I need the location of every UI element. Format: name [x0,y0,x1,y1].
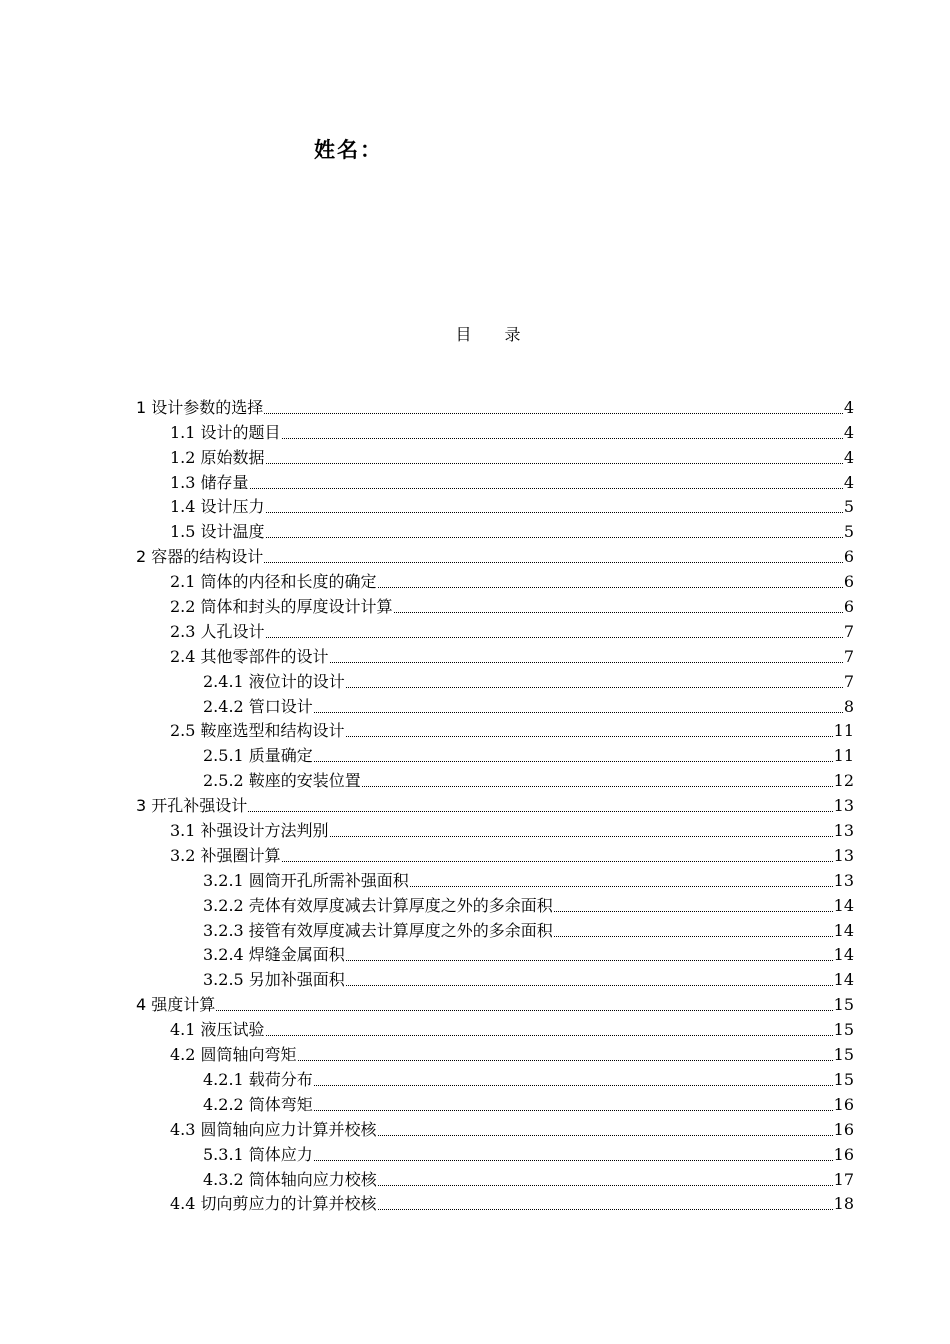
toc-dot-leader [362,785,833,787]
toc-entry[interactable] [136,692,854,717]
toc-entry-page: 13 [833,796,854,816]
toc-entry-label: 2.5.2 鞍座的安装位置 [203,771,361,791]
toc-dot-leader [266,536,843,538]
toc-entry-label: 1.5 设计温度 [170,522,265,542]
toc-dot-leader [554,935,833,937]
toc-entry[interactable] [136,642,854,667]
toc-entry-label: 1.2 原始数据 [170,447,265,467]
toc-entry-label: 2.4 其他零部件的设计 [170,646,329,666]
toc-dot-leader [330,661,843,663]
toc-entry[interactable] [136,1190,854,1215]
toc-entry-page: 15 [833,995,854,1015]
toc-entry-page: 16 [833,1144,854,1164]
toc-dot-leader [266,636,843,638]
toc-entry[interactable] [136,965,854,990]
toc-entry-page: 13 [833,870,854,890]
toc-entry-page: 16 [833,1094,854,1114]
toc-entry[interactable] [136,916,854,941]
name-label: 姓名： [314,138,383,162]
toc-entry-page: 16 [833,1119,854,1139]
toc-entry[interactable] [136,816,854,841]
toc-dot-leader [298,1059,833,1061]
toc-entry-page: 14 [833,920,854,940]
toc-dot-leader [346,959,833,961]
toc-entry-label: 4.4 切向剪应力的计算并校核 [170,1194,377,1214]
toc-entry-page: 14 [833,895,854,915]
toc-dot-leader [314,1084,833,1086]
toc-dot-leader [378,1208,833,1210]
toc-entry-page: 17 [833,1169,854,1189]
toc-title: 目 录 [455,325,535,344]
toc-entry[interactable] [136,517,854,542]
toc-entry-page: 8 [843,696,854,716]
toc-dot-leader [264,561,843,563]
toc-entry[interactable] [136,592,854,617]
toc-entry[interactable] [136,1140,854,1165]
toc-entry-label: 2.4.1 液位计的设计 [203,671,345,691]
toc-entry-page: 11 [833,746,854,766]
toc-entry-label: 2.2 筒体和封头的厚度设计计算 [170,597,393,617]
toc-entry-label: 3.2.2 壳体有效厚度减去计算厚度之外的多余面积 [203,895,553,915]
toc-entry-label: 2.5.1 质量确定 [203,746,313,766]
toc-entry-label: 2.1 筒体的内径和长度的确定 [170,572,377,592]
toc-entry-label: 4.2 圆筒轴向弯矩 [170,1045,297,1065]
toc-entry-page: 6 [843,547,854,567]
toc-dot-leader [266,511,843,513]
toc-entry[interactable] [136,418,854,443]
toc-entry-page: 5 [843,522,854,542]
toc-entry-label: 1 设计参数的选择 [136,397,264,417]
toc-entry[interactable] [136,567,854,592]
toc-entry-page: 4 [843,447,854,467]
toc-dot-leader [282,860,833,862]
toc-entry-label: 4.3 圆筒轴向应力计算并校核 [170,1119,377,1139]
toc-entry[interactable] [136,1115,854,1140]
toc-entry[interactable] [136,717,854,742]
toc-dot-leader [378,1134,833,1136]
toc-dot-leader [554,910,833,912]
toc-dot-leader [394,611,843,613]
toc-entry[interactable] [136,393,854,418]
toc-entry-label: 3.2.3 接管有效厚度减去计算厚度之外的多余面积 [203,920,553,940]
toc-entry-label: 1.3 储存量 [170,472,249,492]
toc-dot-leader [346,686,843,688]
toc-entry[interactable] [136,493,854,518]
toc-entry[interactable] [136,866,854,891]
toc-entry-label: 4.2.2 筒体弯矩 [203,1094,313,1114]
toc-entry-page: 11 [833,721,854,741]
toc-entry-page: 4 [843,472,854,492]
toc-entry[interactable] [136,941,854,966]
toc-entry[interactable] [136,1165,854,1190]
toc-entry-label: 2.5 鞍座选型和结构设计 [170,721,345,741]
toc-entry-label: 1.1 设计的题目 [170,422,281,442]
toc-dot-leader [330,835,833,837]
toc-entry-page: 4 [843,422,854,442]
table-of-contents [136,393,854,1214]
toc-entry-label: 2 容器的结构设计 [136,547,264,567]
toc-entry-page: 15 [833,1020,854,1040]
toc-entry-label: 2.3 人孔设计 [170,621,265,641]
toc-entry[interactable] [136,766,854,791]
toc-entry[interactable] [136,617,854,642]
toc-entry-label: 3.2.4 焊缝金属面积 [203,945,345,965]
toc-entry[interactable] [136,542,854,567]
toc-entry-label: 5.3.1 筒体应力 [203,1144,313,1164]
toc-dot-leader [314,1159,833,1161]
toc-entry-page: 18 [833,1194,854,1214]
toc-dot-leader [378,1184,833,1186]
toc-dot-leader [250,487,843,489]
toc-dot-leader [264,412,843,414]
toc-entry[interactable] [136,990,854,1015]
toc-entry[interactable] [136,1040,854,1065]
toc-entry-page: 13 [833,845,854,865]
toc-entry-label: 3.2 补强圈计算 [170,845,281,865]
toc-dot-leader [282,437,843,439]
toc-entry[interactable] [136,443,854,468]
toc-entry-page: 15 [833,1045,854,1065]
toc-dot-leader [378,586,843,588]
toc-entry-label: 3.2.1 圆筒开孔所需补强面积 [203,870,409,890]
toc-entry-page: 15 [833,1069,854,1089]
toc-entry-label: 1.4 设计压力 [170,497,265,517]
toc-entry[interactable] [136,741,854,766]
toc-entry-label: 2.4.2 管口设计 [203,696,313,716]
toc-entry[interactable] [136,841,854,866]
toc-entry[interactable] [136,1015,854,1040]
toc-entry-label: 4.1 液压试验 [170,1020,265,1040]
toc-entry[interactable] [136,1090,854,1115]
toc-entry-label: 4.3.2 筒体轴向应力校核 [203,1169,377,1189]
toc-entry-label: 3 开孔补强设计 [136,796,248,816]
toc-entry-label: 4.2.1 载荷分布 [203,1069,313,1089]
toc-entry-page: 5 [843,497,854,517]
toc-entry-page: 6 [843,597,854,617]
toc-entry-page: 12 [833,771,854,791]
toc-dot-leader [346,735,833,737]
toc-dot-leader [216,1009,832,1011]
toc-entry-label: 4 强度计算 [136,995,216,1015]
toc-entry-page: 7 [843,671,854,691]
toc-entry[interactable] [136,667,854,692]
toc-dot-leader [314,1109,833,1111]
toc-dot-leader [248,810,832,812]
toc-entry-page: 14 [833,945,854,965]
toc-dot-leader [266,462,843,464]
toc-dot-leader [410,885,833,887]
toc-entry-page: 7 [843,621,854,641]
toc-entry[interactable] [136,791,854,816]
toc-entry-label: 3.2.5 另加补强面积 [203,970,345,990]
toc-entry-page: 4 [843,397,854,417]
toc-entry-page: 6 [843,572,854,592]
toc-entry[interactable] [136,468,854,493]
toc-dot-leader [314,760,833,762]
toc-dot-leader [346,984,833,986]
toc-entry-page: 14 [833,970,854,990]
toc-entry-label: 3.1 补强设计方法判别 [170,821,329,841]
toc-dot-leader [266,1034,833,1036]
toc-entry[interactable] [136,891,854,916]
toc-entry-page: 13 [833,821,854,841]
toc-entry-page: 7 [843,646,854,666]
toc-dot-leader [314,711,843,713]
toc-entry[interactable] [136,1065,854,1090]
